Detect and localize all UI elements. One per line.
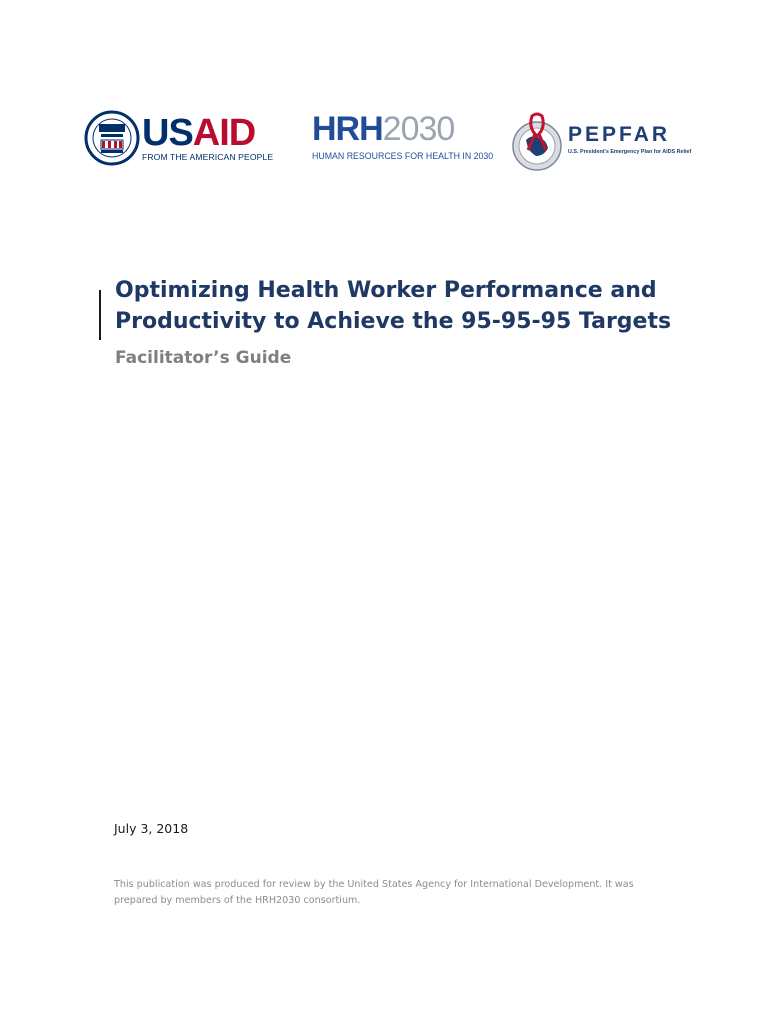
pepfar-tagline: U.S. President's Emergency Plan for AIDS Relief xyxy=(568,149,692,155)
hrh2030-wordmark xyxy=(312,112,454,146)
document-title: Optimizing Health Worker Performance and Productivity to Achieve the 95-95-95 Targets xyxy=(115,278,672,334)
hrh2030-logo xyxy=(312,110,494,168)
usaid-logo xyxy=(84,108,274,168)
hrh-wordmark-hrh: HRH xyxy=(312,110,383,148)
publication-date: July 3, 2018 xyxy=(114,821,189,836)
usaid-wordmark-us: US xyxy=(142,112,193,154)
logo-bar xyxy=(0,0,770,200)
pepfar-wordmark: PEPFAR xyxy=(568,123,671,146)
title-vertical-rule xyxy=(99,290,101,340)
pepfar-globe-icon xyxy=(510,110,564,176)
hrh2030-tagline: HUMAN RESOURCES FOR HEALTH IN 2030 xyxy=(312,151,494,161)
usaid-wordmark xyxy=(142,114,255,152)
usaid-seal-icon xyxy=(84,110,140,166)
document-subtitle: Facilitator’s Guide xyxy=(115,348,292,368)
usaid-tagline: FROM THE AMERICAN PEOPLE xyxy=(142,152,274,162)
hrh-wordmark-year: 2030 xyxy=(382,110,455,148)
publication-disclaimer: This publication was produced for review by the United States Agency for International Development. It was prepared by members of the HRH2030 consortium. xyxy=(114,879,634,906)
usaid-wordmark-aid: AID xyxy=(192,112,256,154)
pepfar-logo xyxy=(510,110,692,176)
